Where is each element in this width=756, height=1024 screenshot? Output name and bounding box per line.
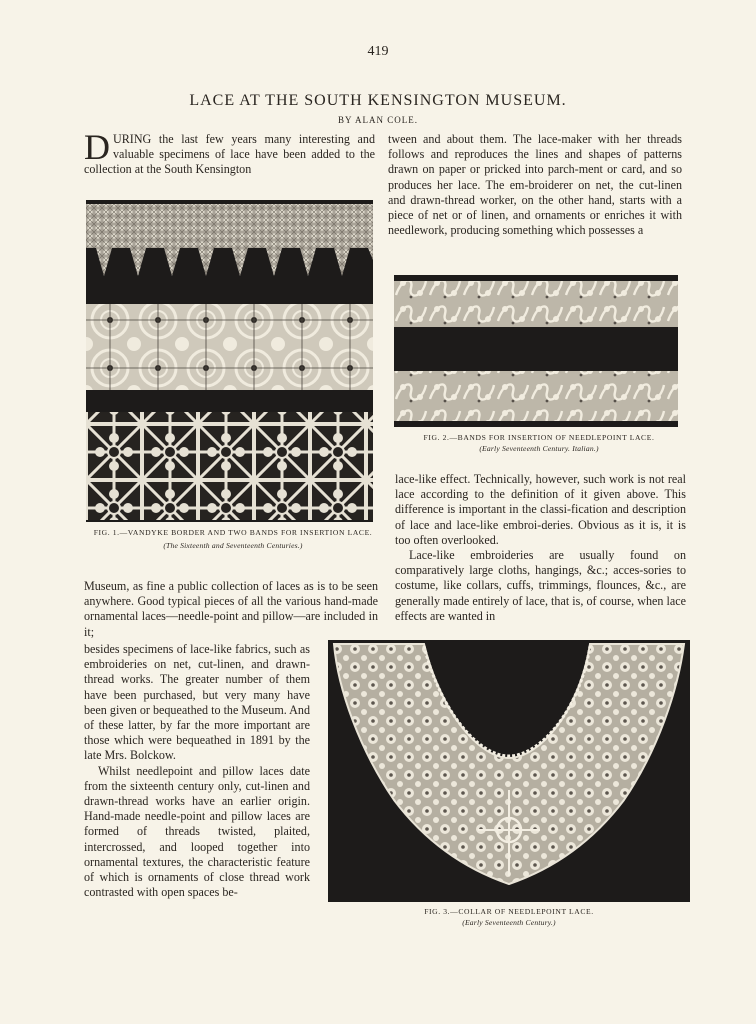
bequest-text: besides specimens of lace-like fabrics, such as embroideries on net, cut-linen, and drawn-thread works. The greater number of them have been purchased, but very many have been given or bequeathed to the Museum. And of these latter, by far the more important are those which were bequeathed in 1891 by the late Mrs. Bolckow. [84, 642, 310, 763]
article-byline: BY ALAN COLE. [338, 115, 418, 125]
needlepoint-origin-text: Whilst needlepoint and pillow laces date from the sixteenth century only, cut-linen and drawn-thread works have an earlier origin. Hand-made needle-point and pillow laces are formed of threads twisted, plaited, intercrossed, and looped together into ornamental textures, the characteristic feature of which is ornaments of close thread work contrasted with open spaces be- [84, 763, 310, 900]
figure-1-title: FIG. 1.—VANDYKE BORDER AND TWO BANDS FOR INSERTION LACE. [93, 528, 373, 537]
technical-text: lace-like effect. Technically, however, such work is not real lace according to the definition of it given above. This difference is important in the classi-fication and description of lace and lace-like embroi-deries. Obvious as it is, it is too often overlooked. [395, 472, 686, 547]
needlepoint-bands-image [394, 275, 678, 427]
figure-2-caption [394, 433, 684, 454]
drop-cap: D [84, 127, 110, 167]
figure-3-caption [328, 907, 690, 928]
left-paragraph-continued [84, 579, 378, 640]
intro-paragraph [84, 127, 375, 178]
figure-2-plate [394, 275, 678, 427]
article-title: LACE AT THE SOUTH KENSINGTON MUSEUM. [189, 92, 567, 109]
figure-2-title: FIG. 2.—BANDS FOR INSERTION OF NEEDLEPOINT LACE. [423, 433, 655, 442]
right-column-top [388, 132, 682, 238]
figure-1-plate [86, 200, 373, 522]
needlepoint-collar-image [328, 640, 690, 902]
figure-1-subtitle: (The Sixteenth and Seventeenth Centuries.) [163, 541, 303, 550]
left-narrow-column [84, 642, 310, 900]
figure-1-caption [86, 528, 380, 551]
figure-3-subtitle: (Early Seventeenth Century.) [462, 918, 556, 927]
embroideries-text: Lace-like embroideries are usually found on comparatively large cloths, hangings, &c.; acces-sories to costume, like collars, cuffs, trimmings, flounces, &c., are generally made entirely of lace, that is, of course, when lace effects are wanted in [395, 548, 686, 623]
intro-text: URING the last few years many interesting and valuable specimens of lace have been added to the collection at the South Kensington [84, 132, 375, 177]
lace-maker-text: tween and about them. The lace-maker with her threads follows and reproduces the lines and shapes of patterns drawn on paper or pricked into parch-ment or card, and so produces her lace. The em-broiderer on net, the cut-linen and drawn-thread worker, on the other hand, starts with a piece of net or of linen, and ornaments or enriches it with needlework, producing something which possesses a [388, 132, 682, 238]
figure-3-title: FIG. 3.—COLLAR OF NEEDLEPOINT LACE. [424, 907, 594, 916]
figure-3-plate [328, 640, 690, 902]
museum-text: Museum, as fine a public collection of laces as is to be seen anywhere. Good typical pieces of all the various hand-made ornamental laces—needle-point and pillow—are included in it; [84, 579, 378, 639]
vandyke-border-lace-image [86, 200, 373, 522]
figure-2-subtitle: (Early Seventeenth Century. Italian.) [479, 444, 599, 453]
page-number: 419 [367, 44, 389, 59]
right-column-middle [395, 472, 686, 624]
